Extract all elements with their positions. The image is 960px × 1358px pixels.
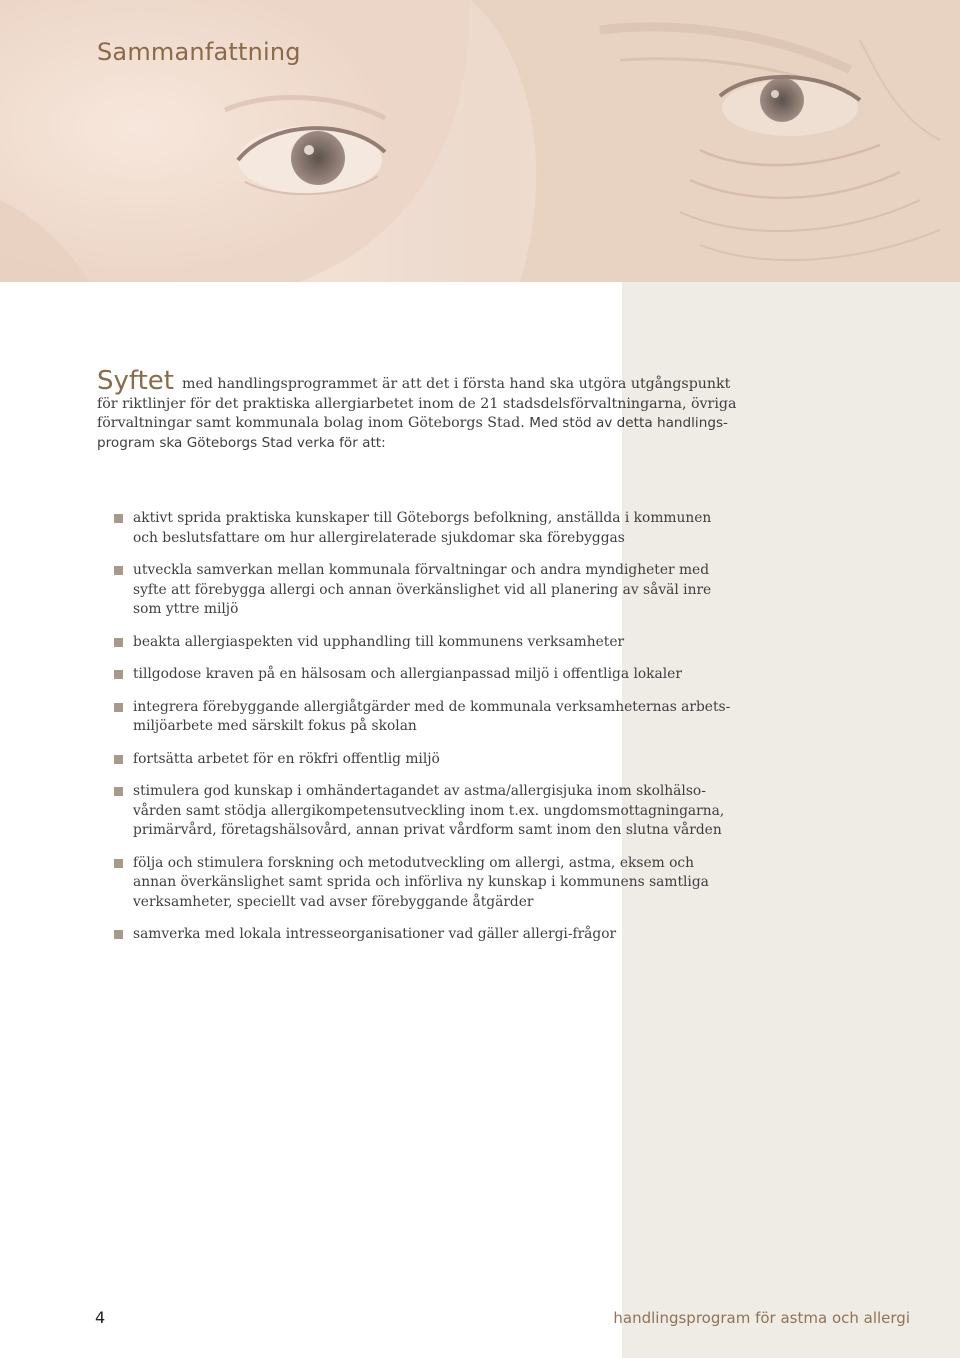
- square-bullet-icon: [114, 755, 123, 764]
- square-bullet-icon: [114, 859, 123, 868]
- goal-list: [114, 509, 738, 958]
- square-bullet-icon: [114, 787, 123, 796]
- page-heading: Sammanfattning: [97, 38, 301, 66]
- page-number: 4: [95, 1308, 106, 1327]
- list-item: aktivt sprida praktiska kunskaper till Göteborgs befolkning, anställda i kommunen och beslutsfattare om hur allergirelaterade sjukdomar ska förebyggas: [114, 509, 738, 548]
- square-bullet-icon: [114, 638, 123, 647]
- intro-paragraph: [97, 366, 737, 453]
- square-bullet-icon: [114, 514, 123, 523]
- intro-text-serif: med handlingsprogrammet är att det i första hand ska utgöra utgångspunkt för riktlinjer för det praktiska allergiarbetet inom de 21 stadsdelsförvaltningarna, övriga förvaltningar samt kommunala bolag inom Göteborgs Stad.: [97, 376, 737, 431]
- list-item: samverka med lokala intresseorganisationer vad gäller allergi-frågor: [114, 925, 738, 945]
- list-item: tillgodose kraven på en hälsosam och allergianpassad miljö i offentliga lokaler: [114, 665, 738, 685]
- intro-lead: Syftet: [97, 366, 174, 396]
- square-bullet-icon: [114, 566, 123, 575]
- square-bullet-icon: [114, 703, 123, 712]
- list-item: integrera förebyggande allergiåtgärder med de kommunala verksamheternas arbetsmiljöarbete med särskilt fokus på skolan: [114, 698, 738, 737]
- list-item: fortsätta arbetet för en rökfri offentlig miljö: [114, 750, 738, 770]
- list-item: följa och stimulera forskning och metodutveckling om allergi, astma, eksem och annan överkänslighet samt sprida och införliva ny kunskap i kommunens samtliga verksamheter, speciellt vad avser förebyggande åtgärder: [114, 854, 738, 913]
- square-bullet-icon: [114, 670, 123, 679]
- footer-title: handlingsprogram för astma och allergi: [613, 1309, 910, 1327]
- intro-text-sans: Med stöd av detta handlingsprogram ska Göteborgs Stad verka för att:: [97, 415, 728, 451]
- list-item: beakta allergiaspekten vid upphandling till kommunens verksamheter: [114, 633, 738, 653]
- list-item: utveckla samverkan mellan kommunala förvaltningar och andra myndigheter med syfte att förebygga allergi och annan överkänslighet vid all planering av såväl inre som yttre miljö: [114, 561, 738, 620]
- list-item: stimulera god kunskap i omhändertagandet av astma/allergisjuka inom skolhälsovården samt stödja allergikompetensutveckling inom t.ex. ungdomsmottagningarna, primärvård, företagshälsovård, annan privat vårdform samt inom den slutna vården: [114, 782, 738, 841]
- square-bullet-icon: [114, 930, 123, 939]
- intro-block: [97, 366, 737, 453]
